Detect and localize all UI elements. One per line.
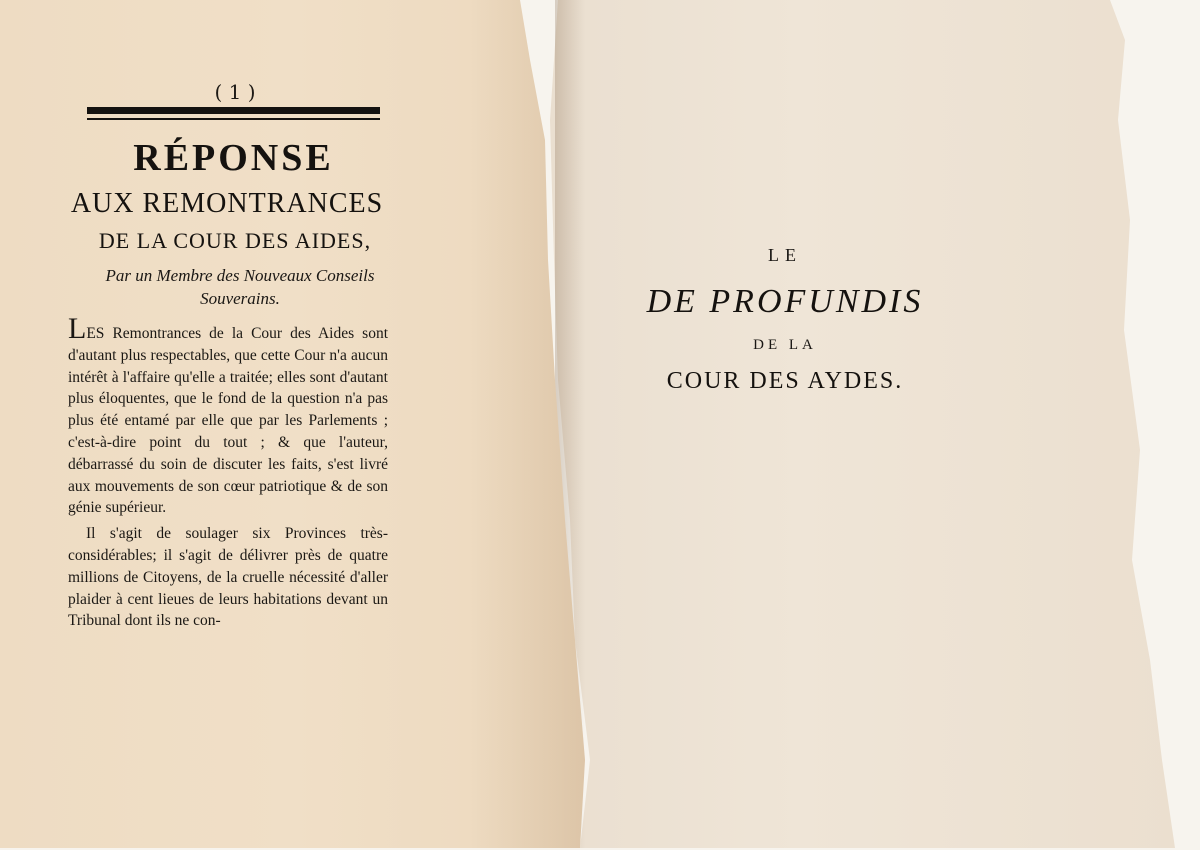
right-title-de-la: DE LA	[753, 337, 817, 353]
right-page	[550, 0, 1175, 848]
header-rule-thick	[87, 107, 380, 114]
byline-line-2: Souverains.	[200, 289, 280, 308]
byline-line-1: Par un Membre des Nouveaux Conseils	[105, 266, 375, 285]
right-title-cour-des-aydes: COUR DES AYDES.	[666, 368, 904, 394]
subtitle-remontrances: AUX REMONTRANCES	[70, 188, 384, 219]
header-rule-thin	[87, 118, 380, 120]
subtitle-cour-des-aides: DE LA COUR DES AIDES,	[98, 228, 372, 253]
right-title-le: LE	[768, 245, 802, 265]
byline	[40, 264, 440, 310]
paragraph-1-text: ES Remontrances de la Cour des Aides sont d'autant plus respectables, que cette Cour n'a aucun intérêt à l'affaire qu'elle a traitée; elles sont d'autant plus éloquentes, que le fond de la question n'a pas plus été entamé par elle que par les Parlements ; c'est-à-dire point du tout ; & que l'auteur, débarrassé du soin de discuter les faits, s'est livré aux mouvements de son cœur patriotique & de son génie supérieur.	[68, 325, 388, 517]
page-title: RÉPONSE	[133, 137, 334, 179]
body-text	[68, 312, 388, 632]
paragraph-2: Il s'agit de soulager six Provinces très-considérables; il s'agit de délivrer près de quatre millions de Citoyens, de la cruelle nécessité d'aller plaider à cent lieues de leurs habitations devant un Tribunal dont ils ne con-	[68, 525, 388, 630]
paragraph-1	[68, 312, 388, 519]
page-number: ( 1 )	[214, 80, 256, 104]
drop-cap: L	[68, 312, 87, 345]
right-title-de-profundis: DE PROFUNDIS	[646, 283, 924, 320]
